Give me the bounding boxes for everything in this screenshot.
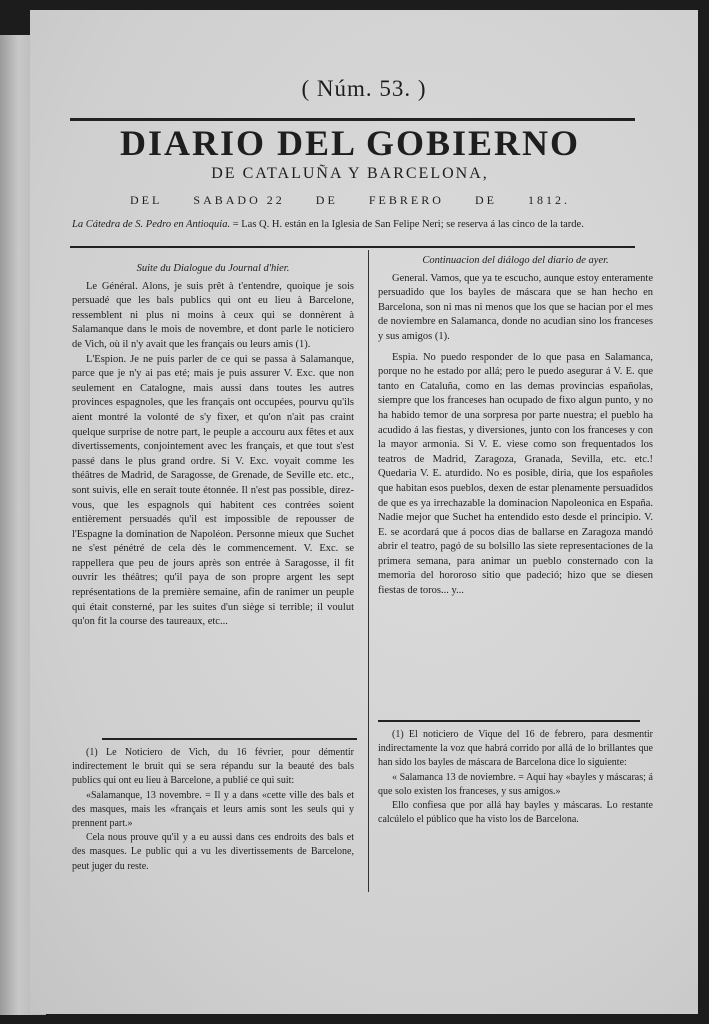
right-footnote-rule xyxy=(378,720,640,722)
newspaper-subtitle: DE CATALUÑA Y BARCELONA, xyxy=(211,165,489,182)
right-column-heading: Continuacion del diálogo del diario de ayer. xyxy=(422,255,609,266)
saint-of-day: La Cátedra de S. Pedro en Antioquia. xyxy=(72,219,231,230)
notice-body: = Las Q. H. están en la Iglesia de San Felipe Neri; se reserva á las cinco de la tarde. xyxy=(232,219,584,230)
left-footnote-paragraph: «Salamanque, 13 novembre. = Il y a dans «cette ville des bals et des masques, mais les «français et leurs amis sont les seuls qui y prennent part.» xyxy=(72,789,354,830)
notice-rule xyxy=(70,246,635,248)
left-footnote-paragraph: Cela nous prouve qu'il y a eu aussi dans ces endroits des bals et des masques. Le public qui a vu les divertissements de Barcelone, peut juger du reste. xyxy=(72,832,354,872)
left-footnote-paragraph: (1) Le Noticiero de Vich, du 16 février, pour démentir indirectement le bruit qui se sera répandu sur la beauté des bals publics qui ont eu lieu à Barcelone, a publié ce qui suit: xyxy=(72,747,354,787)
date-part: DE xyxy=(315,193,338,207)
right-footnote xyxy=(378,728,653,827)
religious-notice xyxy=(72,217,650,232)
newspaper-page xyxy=(30,10,698,1014)
right-column xyxy=(378,254,653,599)
date-part: DE xyxy=(474,193,497,207)
left-footnote-rule xyxy=(102,738,357,740)
left-footnote xyxy=(72,746,354,874)
date-part: FEBRERO xyxy=(368,193,444,207)
title-rule-top xyxy=(70,118,635,121)
left-column xyxy=(72,262,354,630)
date-part: DEL xyxy=(130,193,163,207)
date-part: 1812. xyxy=(528,193,570,207)
left-paragraph: L'Espion. Je ne puis parler de ce qui se passa à Salamanque, parce que je n'y ai pas eté; mais je puis assurer V. Exc. que non seulement en Catalogne, mais aussi dans toutes les autres provinces espagnoles, que les français ont occupées, pourvu qu'ils aient montré la volonté de s'y fixer, et qu'on n'ait pas craint quelque surprise de notre part, le peuple a accouru aux fêtes et aux divertissements, conjointement avec les français, et que tout s'est passé dans le plus grand ordre. Si V. Exc. voyait comme les théâtres de Madrid, de Saragosse, de Grenade, de Seville etc. etc., sont suivis, elle en serait toute étonnée. Il n'est pas possible, direz-vous, que les espagnols qui habitent ces contrées soient entièrement persuadés qu'il est impossible de repousser de l'Espagne la domination de Napoléon. Personne mieux que Suchet ne s'est pénétré de cela dès le commencement. V. Exc. se rappellera que peu de jours après son entrée à Saragosse, il fit ouvrir les théâtres; qu'il paya de son propre argent les sept représentations de la première semaine, afin de ranimer un peuple qui était consterné, par les suites d'un siège si terrible; il voulut qu'on fit la course des taureaux, etc... xyxy=(72,353,354,628)
right-footnote-paragraph: (1) El noticiero de Vique del 16 de febrero, para desmentir indirectamente la voz que habrá corrido por allá de lo brillantes que han sido los bayles de máscara de Barcelona dice lo siguiente: xyxy=(378,729,653,769)
left-paragraph: Le Général. Alons, je suis prêt à t'entendre, quoique je sois persuadé que les bals publics qui ont eu lieu à Barcelone, ressemblent ni plus ni moins à ceux qui se donnèrent à Salamanque dans le mois de novembre, et dont parle le noticiero de Vich, où il n'y avait que les français ou leurs amis (1). xyxy=(72,280,354,350)
right-paragraph: Espia. No puedo responder de lo que pasa en Salamanca, porque no he estado por allá; pero le puedo asegurar á V. E. que tanto en Cataluña, como en las demas provincias españolas, siempre que los franceses han ocupado de fixo algun punto, y no ha habido temor de una sorpresa por parte nuestra; el pueblo ha acudido á las fiestas, y diversiones, junto con los franceses y con la mayor armonia. Si V. E. viese como son frequentados los teatros de Madrid, Zaragoza, Granada, Sevilla, etc. etc.! Quedaria V. E. aturdido. No es posible, diria, que los españoles que habitan esos pueblos, dexen de estar plenamente persuadidos de que es ya irrechazable la dominacion Napoleonica en España. Nadie mejor que Suchet ha entendido esto desde el principio. V. E. se acordará que á pocos dias de ballarse en Zaragoza mandó abrir el teatro, pagó de su bolsillo las siete representaciones de la primera semana, para animar un pueblo consternado con la memoria del hororoso sitio que padeció; hizo que se diesen fiestas de toros... y... xyxy=(378,351,653,597)
issue-number: ( Núm. 53. ) xyxy=(301,76,427,101)
issue-date xyxy=(130,193,570,208)
right-footnote-paragraph: « Salamanca 13 de noviembre. = Aquí hay «bayles y máscaras; á que solo existen los franceses, y sus amigos.» xyxy=(378,771,653,797)
right-paragraph: General. Vamos, que ya te escucho, aunque estoy enteramente persuadido que los bayles de máscara que se han hecho en Barcelona, son ni mas ni menos que los que se hacian por el mes de noviembre en Salamanca, donde no acudian sino los franceses y sus amigos (1). xyxy=(378,272,653,342)
left-column-heading: Suite du Dialogue du Journal d'hier. xyxy=(136,263,290,274)
newspaper-title: DIARIO DEL GOBIERNO xyxy=(119,123,581,163)
column-divider xyxy=(368,250,369,892)
date-part: SABADO 22 xyxy=(193,193,285,207)
right-footnote-paragraph: Ello confiesa que por allá hay bayles y máscaras. Lo restante calcúlelo el público que ha visto los de Barcelona. xyxy=(378,800,653,826)
